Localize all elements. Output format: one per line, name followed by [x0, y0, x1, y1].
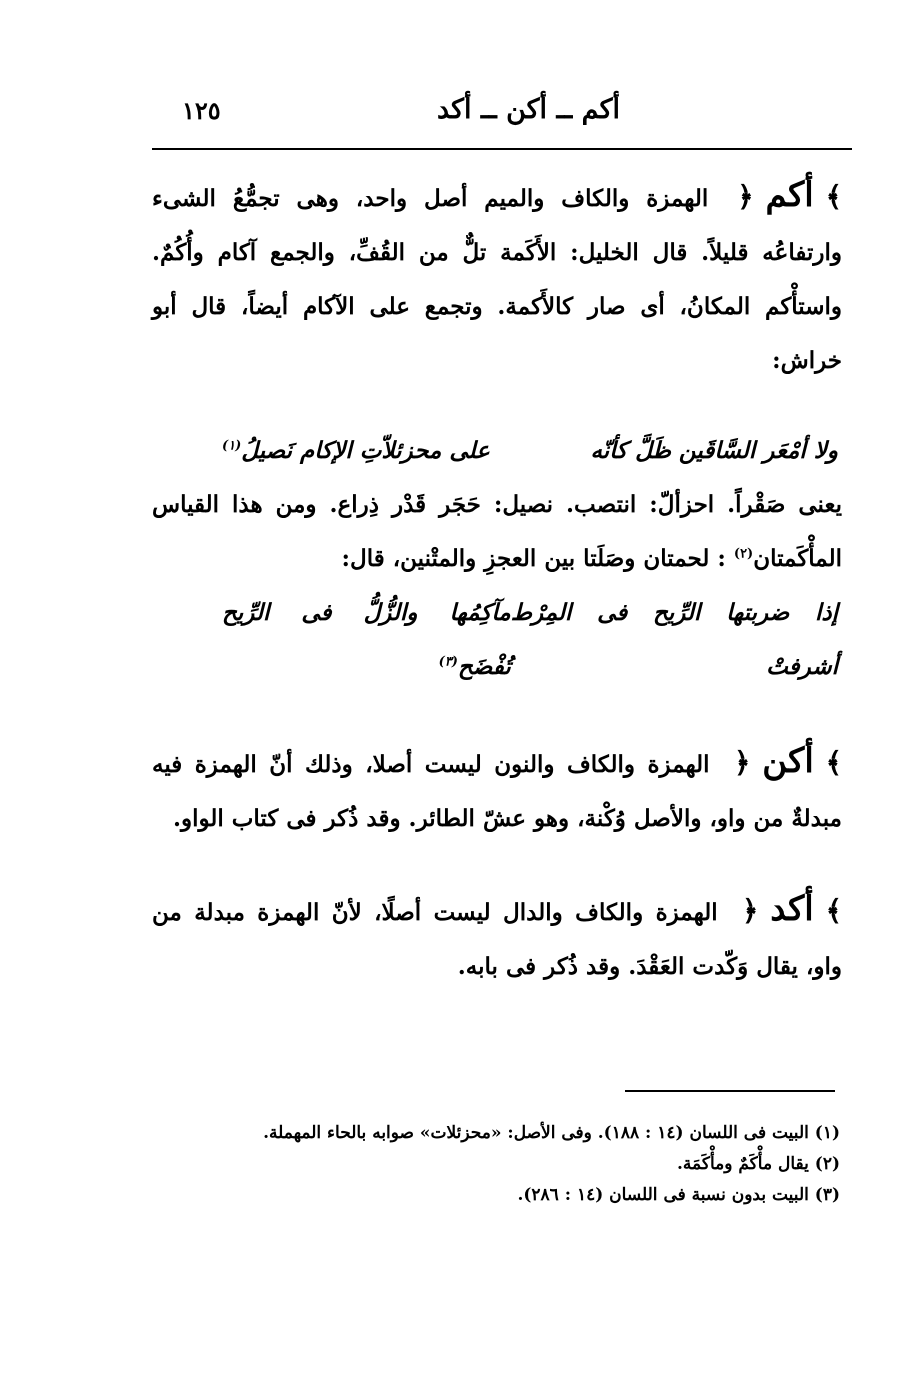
verse-1-second: على محزئلاّتِ الإكام نَصيلُ$^{(١)}$: [222, 437, 490, 464]
verse-1-first: ولا أمْعَر السَّاقَين ظَلَّ كأنّه: [590, 437, 838, 464]
footnote-2: (٢) يقال مأْكَمٌ ومأْكَمَة.: [677, 1154, 840, 1174]
entry-text-akn: الهمزة والكاف والنون ليست أصلا، وذلك أنّ الهمزة فيه مبدلةٌ من واو، والأصل وُكْنة، وهو عشّ الطائر. وقد ذُكر فى كتاب الواو.: [152, 751, 842, 832]
entry-head-akn: ﴾ أكن ﴿: [734, 741, 843, 781]
entry-head-akm: ﴾ أكم ﴿: [737, 175, 842, 215]
footnote-1: (١) البيت فى اللسان (١٤ : ١٨٨). وفى الأصل: «محزئلات» صوابه بالحاء المهملة.: [263, 1123, 840, 1143]
footnote-rule: [625, 1090, 835, 1092]
header-title: أكم ــ أكن ــ أكد: [436, 94, 620, 125]
running-header: [152, 94, 852, 134]
verse-2-first: إذا ضربتها الرِّيح فى المِرْط أشرفتْ: [510, 599, 838, 680]
verse-2-second: مآكِمُها والزُّلُّ فى الرِّيح تُفْضَح$^{(٣)}$: [222, 599, 511, 680]
entry-akm-continuation: يعنى صَقْراً. احزألّ: انتصب. نصيل: حَجَر قَدْر ذِراع. ومن هذا القياس المأْكَمتان$^{(٢)}$ : لحمتان وصَلَتا بين العجزِ والمتْنين، قال:: [152, 491, 842, 572]
entry-akn: [152, 734, 842, 846]
entry-akm: [152, 168, 842, 388]
page-number: ١٢٥: [182, 96, 221, 125]
entry-akd: [152, 882, 842, 994]
footnote-3: (٣) البيت بدون نسبة فى اللسان (١٤ : ٢٨٦).: [517, 1185, 840, 1205]
verse-2: [152, 586, 842, 694]
entry-head-akd: ﴾ أكد ﴿: [742, 889, 842, 929]
entry-text-akd: الهمزة والكاف والدال ليست أصلًا، لأنّ الهمزة مبدلة من واو، يقال وَكّدت العَقْدَ. وقد ذُكر فى بابه.: [152, 899, 842, 980]
verse-1: [152, 424, 842, 478]
header-rule: [152, 148, 852, 150]
main-text: [152, 168, 842, 1030]
footnotes: [140, 1118, 840, 1211]
entry-text-akm: الهمزة والكاف والميم أصل واحد، وهى تجمُّعُ الشىء وارتفاعُه قليلاً. قال الخليل: الأَكَمة تلٌّ من القُفِّ، والجمع آكام وأُكُمٌ. واستأْكم المكانُ، أى صار كالأَكمة. وتجمع على الآكام أيضاً، قال أبو خراش:: [152, 185, 842, 374]
